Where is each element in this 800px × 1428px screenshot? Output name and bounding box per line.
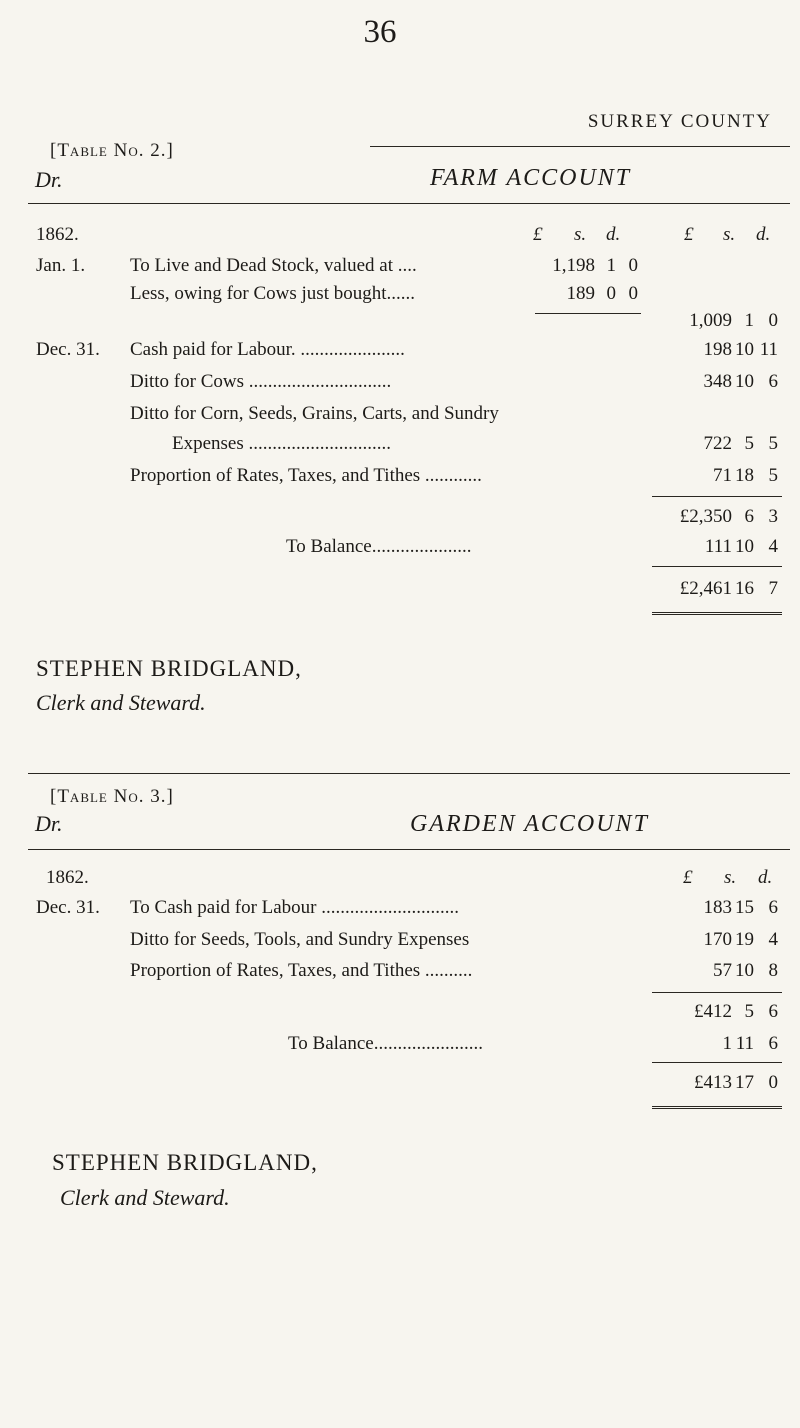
garden-row-text: To Cash paid for Labour .............................	[130, 897, 460, 918]
farm-outer-s-head: s.	[723, 224, 736, 245]
garden-subtotal-pence: 6	[768, 1001, 778, 1022]
farm-row-pence: 0	[768, 310, 778, 331]
garden-subtotal-shillings: 5	[744, 1001, 754, 1022]
farm-inner-s-head: s.	[574, 224, 587, 245]
farm-row-shillings: 10	[735, 339, 754, 360]
farm-title-rule	[28, 203, 790, 204]
farm-balance-pounds: 111	[704, 536, 732, 557]
farm-row-date: Dec. 31.	[36, 339, 100, 360]
farm-subtotal-pence: 3	[768, 506, 778, 527]
garden-row-text: Ditto for Seeds, Tools, and Sundry Expenses	[130, 929, 470, 950]
farm-account-title: FARM ACCOUNT	[430, 165, 632, 191]
farm-row-pounds: 722	[703, 433, 732, 454]
garden-total-pence: 0	[768, 1072, 778, 1093]
farm-row-shillings: 5	[744, 433, 754, 454]
garden-row-pounds: 170	[703, 929, 732, 950]
garden-row-shillings: 10	[735, 960, 754, 981]
farm-row-date: Jan. 1.	[36, 255, 86, 276]
garden-row-pence: 6	[768, 897, 778, 918]
farm-subtotal-rule	[652, 496, 782, 497]
farm-inner-rule	[535, 313, 641, 314]
farm-row-pence: 11	[759, 339, 778, 360]
farm-row-pounds: 198	[703, 339, 732, 360]
garden-account-title: GARDEN ACCOUNT	[410, 811, 649, 837]
farm-balance-pence: 4	[768, 536, 778, 557]
garden-row-shillings: 19	[735, 929, 754, 950]
farm-row-shillings: 10	[735, 371, 754, 392]
farm-signature-name: STEPHEN BRIDGLAND,	[36, 656, 302, 681]
garden-balance-shillings: 11	[735, 1033, 754, 1054]
garden-balance-pounds: 1	[722, 1033, 732, 1054]
farm-row-pounds: 1,198	[552, 255, 595, 276]
garden-pound-head: £	[683, 867, 693, 888]
farm-inner-d-head: d.	[606, 224, 621, 245]
farm-outer-pound-head: £	[684, 224, 694, 245]
farm-dr-label: Dr.	[35, 167, 63, 192]
farm-total-pence: 7	[768, 578, 778, 599]
garden-total-rule	[652, 1062, 782, 1063]
farm-row-pounds: 1,009	[689, 310, 732, 331]
farm-row-pence: 6	[768, 371, 778, 392]
garden-year: 1862.	[46, 867, 89, 888]
farm-row-text: To Live and Dead Stock, valued at ....	[130, 255, 417, 276]
garden-dr-label: Dr.	[35, 811, 63, 836]
garden-row-pounds: 57	[713, 960, 732, 981]
farm-total-rule	[652, 566, 782, 567]
farm-row-pounds: 189	[566, 283, 595, 304]
county-heading: SURREY COUNTY	[587, 111, 772, 132]
farm-balance-label: To Balance.....................	[286, 536, 472, 557]
garden-balance-label: To Balance.......................	[288, 1033, 483, 1054]
section-divider	[28, 773, 790, 774]
farm-subtotal-pounds: £2,350	[679, 506, 732, 527]
garden-d-head: d.	[758, 867, 773, 888]
garden-total-double-rule	[652, 1106, 782, 1109]
farm-outer-d-head: d.	[756, 224, 771, 245]
garden-signature-role: Clerk and Steward.	[60, 1185, 230, 1210]
farm-row-text: Expenses ..............................	[172, 433, 392, 454]
farm-inner-pound-head: £	[533, 224, 543, 245]
farm-row-pence: 0	[628, 283, 638, 304]
farm-signature-role: Clerk and Steward.	[36, 690, 206, 715]
garden-total-pounds: £413	[694, 1072, 732, 1093]
farm-row-shillings: 1	[606, 255, 616, 276]
farm-row-pence: 0	[628, 255, 638, 276]
farm-row-text: Ditto for Cows ..............................	[130, 371, 392, 392]
garden-row-pence: 4	[768, 929, 778, 950]
farm-row-text: Less, owing for Cows just bought......	[130, 283, 415, 304]
farm-table-label: [Table No. 2.]	[50, 140, 174, 161]
farm-row-shillings: 1	[744, 310, 754, 331]
garden-s-head: s.	[724, 867, 737, 888]
farm-total-double-rule	[652, 612, 782, 615]
farm-row-pence: 5	[768, 433, 778, 454]
garden-total-shillings: 17	[735, 1072, 754, 1093]
farm-balance-shillings: 10	[735, 536, 754, 557]
farm-row-pounds: 71	[713, 465, 732, 486]
farm-total-pounds: £2,461	[679, 578, 732, 599]
farm-row-pounds: 348	[703, 371, 732, 392]
farm-row-text: Cash paid for Labour. ......................	[130, 339, 405, 360]
farm-row-pence: 5	[768, 465, 778, 486]
garden-signature-name: STEPHEN BRIDGLAND,	[52, 1150, 318, 1175]
garden-row-pounds: 183	[703, 897, 732, 918]
farm-row-shillings: 0	[606, 283, 616, 304]
page-number: 36	[363, 14, 397, 50]
farm-row-text: Ditto for Corn, Seeds, Grains, Carts, and Sundry	[130, 403, 499, 424]
farm-total-shillings: 16	[735, 578, 754, 599]
garden-row-shillings: 15	[735, 897, 754, 918]
farm-year: 1862.	[36, 224, 79, 245]
farm-subtotal-shillings: 6	[744, 506, 754, 527]
farm-row-text: Proportion of Rates, Taxes, and Tithes ............	[130, 465, 482, 486]
garden-subtotal-rule	[652, 992, 782, 993]
header-rule	[370, 146, 790, 147]
farm-row-shillings: 18	[735, 465, 754, 486]
garden-row-date: Dec. 31.	[36, 897, 100, 918]
garden-subtotal-pounds: £412	[694, 1001, 732, 1022]
garden-title-rule	[28, 849, 790, 850]
garden-balance-pence: 6	[768, 1033, 778, 1054]
garden-row-pence: 8	[768, 960, 778, 981]
garden-row-text: Proportion of Rates, Taxes, and Tithes ..........	[130, 960, 473, 981]
garden-table-label: [Table No. 3.]	[50, 786, 174, 807]
